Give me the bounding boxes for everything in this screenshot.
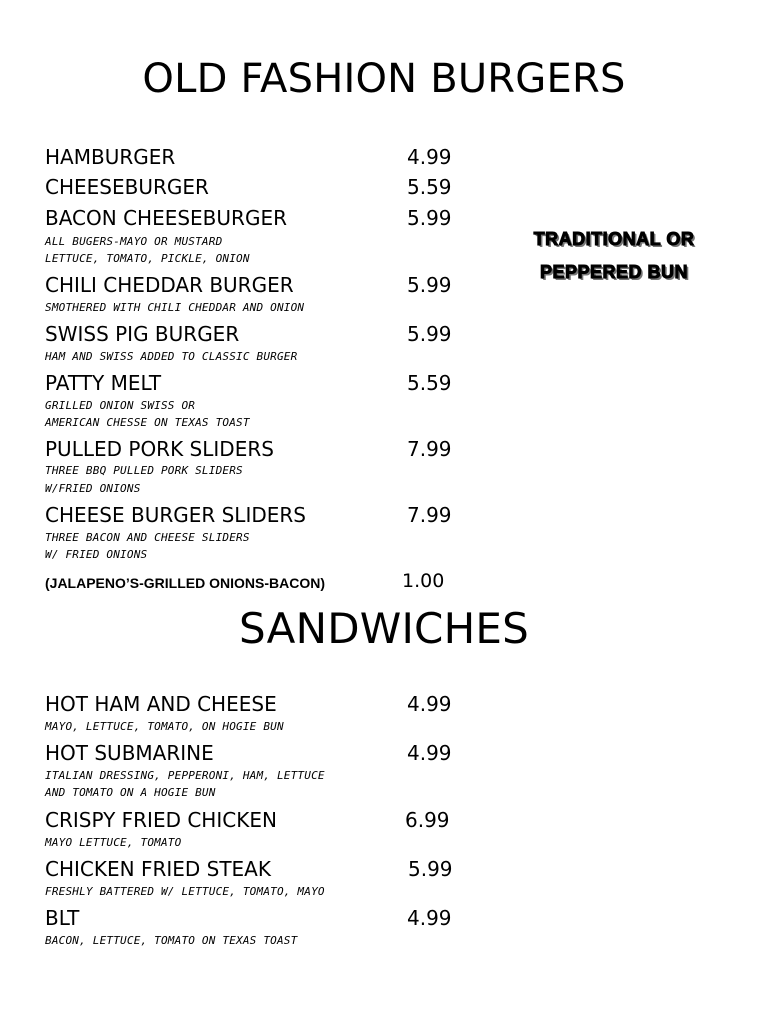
item-name: CHEESEBURGER <box>45 175 209 199</box>
item-description: AMERICAN CHESSE ON TEXAS TOAST <box>45 416 250 429</box>
addon-name: (JALAPENO’S-GRILLED ONIONS-BACON) <box>45 575 325 591</box>
item-description: SMOTHERED WITH CHILI CHEDDAR AND ONION <box>45 301 305 314</box>
item-price: 6.99 <box>405 808 450 832</box>
item-name: HOT SUBMARINE <box>45 741 214 765</box>
item-description: BACON, LETTUCE, TOMATO ON TEXAS TOAST <box>45 934 298 947</box>
item-name: CRISPY FRIED CHICKEN <box>45 808 277 832</box>
item-price: 5.99 <box>408 857 453 881</box>
burgers-heading: OLD FASHION BURGERS <box>142 56 626 102</box>
item-description: HAM AND SWISS ADDED TO CLASSIC BURGER <box>45 350 298 363</box>
item-price: 5.99 <box>407 322 452 346</box>
item-description: LETTUCE, TOMATO, PICKLE, ONION <box>45 252 250 265</box>
item-price: 4.99 <box>407 145 452 169</box>
item-price: 5.99 <box>407 206 452 230</box>
item-description: MAYO LETTUCE, TOMATO <box>45 836 182 849</box>
item-description: W/FRIED ONIONS <box>45 482 141 495</box>
item-name: PULLED PORK SLIDERS <box>45 437 274 461</box>
item-name: HOT HAM AND CHEESE <box>45 692 277 716</box>
item-description: W/ FRIED ONIONS <box>45 548 148 561</box>
bun-callout-line-1: TRADITIONAL OR <box>533 229 695 249</box>
item-name: BLT <box>45 906 80 930</box>
item-name: HAMBURGER <box>45 145 176 169</box>
item-name: SWISS PIG BURGER <box>45 322 240 346</box>
item-name: CHEESE BURGER SLIDERS <box>45 503 306 527</box>
addon-price: 1.00 <box>402 570 445 592</box>
item-description: GRILLED ONION SWISS OR <box>45 399 196 412</box>
item-description: FRESHLY BATTERED W/ LETTUCE, TOMATO, MAYO <box>45 885 325 898</box>
bun-callout-line-2: PEPPERED BUN <box>539 262 689 282</box>
item-name: CHICKEN FRIED STEAK <box>45 857 271 881</box>
item-description: ITALIAN DRESSING, PEPPERONI, HAM, LETTUCE <box>45 769 325 782</box>
item-price: 7.99 <box>407 503 452 527</box>
item-name: PATTY MELT <box>45 371 162 395</box>
item-price: 5.59 <box>407 175 452 199</box>
item-description: MAYO, LETTUCE, TOMATO, ON HOGIE BUN <box>45 720 284 733</box>
item-name: CHILI CHEDDAR BURGER <box>45 273 294 297</box>
item-description: THREE BBQ PULLED PORK SLIDERS <box>45 464 243 477</box>
item-description: THREE BACON AND CHEESE SLIDERS <box>45 531 250 544</box>
item-price: 4.99 <box>407 906 452 930</box>
item-description: ALL BUGERS-MAYO OR MUSTARD <box>45 235 223 248</box>
item-price: 5.99 <box>407 273 452 297</box>
item-price: 5.59 <box>407 371 452 395</box>
item-price: 4.99 <box>407 741 452 765</box>
item-price: 7.99 <box>407 437 452 461</box>
item-name: BACON CHEESEBURGER <box>45 206 287 230</box>
sandwiches-heading: SANDWICHES <box>239 604 529 653</box>
item-description: AND TOMATO ON A HOGIE BUN <box>45 786 216 799</box>
item-price: 4.99 <box>407 692 452 716</box>
